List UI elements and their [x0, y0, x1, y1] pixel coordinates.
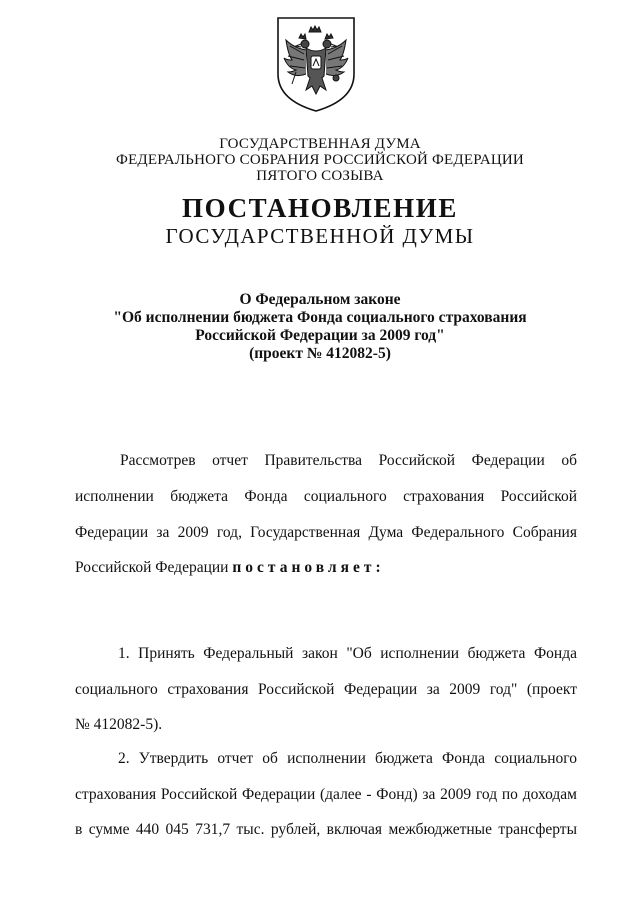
header-line-1: ГОСУДАРСТВЕННАЯ ДУМА: [219, 136, 421, 152]
subject-line-4: (проект № 412082-5): [249, 345, 391, 362]
preamble-line-2: исполнении бюджета Фонда социального страхования Российской: [75, 488, 577, 505]
preamble-line-1: Рассмотрев отчет Правительства Российской Федерации об: [120, 452, 577, 469]
item1-line-1: 1. Принять Федеральный закон "Об исполнении бюджета Фонда: [118, 645, 577, 662]
document-subtitle: ГОСУДАРСТВЕННОЙ ДУМЫ: [165, 224, 475, 248]
item2-line-1: 2. Утвердить отчет об исполнении бюджета Фонда социального: [118, 750, 577, 767]
preamble-line-3: Федерации за 2009 год, Государственная Дума Федерального Собрания: [75, 524, 577, 541]
preamble-line-4: [75, 558, 385, 578]
resolves-word: постановляет:: [232, 559, 385, 576]
item2-line-2: страхования Российской Федерации (далее - Фонд) за 2009 год по доходам: [75, 786, 577, 803]
subject-line-1: О Федеральном законе: [239, 291, 401, 308]
item1-line-2: социального страхования Российской Федерации за 2009 год" (проект: [75, 681, 577, 698]
header-line-2: ФЕДЕРАЛЬНОГО СОБРАНИЯ РОССИЙСКОЙ ФЕДЕРАЦИИ: [116, 152, 524, 168]
preamble-line-4-text: Российской Федерации: [75, 559, 233, 576]
header-line-3: ПЯТОГО СОЗЫВА: [256, 168, 384, 184]
subject-line-2: "Об исполнении бюджета Фонда социального страхования: [113, 309, 527, 326]
subject-line-3: Российской Федерации за 2009 год": [195, 327, 445, 344]
item1-line-3: № 412082-5).: [75, 716, 163, 733]
item2-line-3: в сумме 440 045 731,7 тыс. рублей, включая межбюджетные трансферты: [75, 821, 577, 838]
document-title: ПОСТАНОВЛЕНИЕ: [182, 193, 458, 223]
coat-of-arms-icon: [272, 14, 360, 114]
